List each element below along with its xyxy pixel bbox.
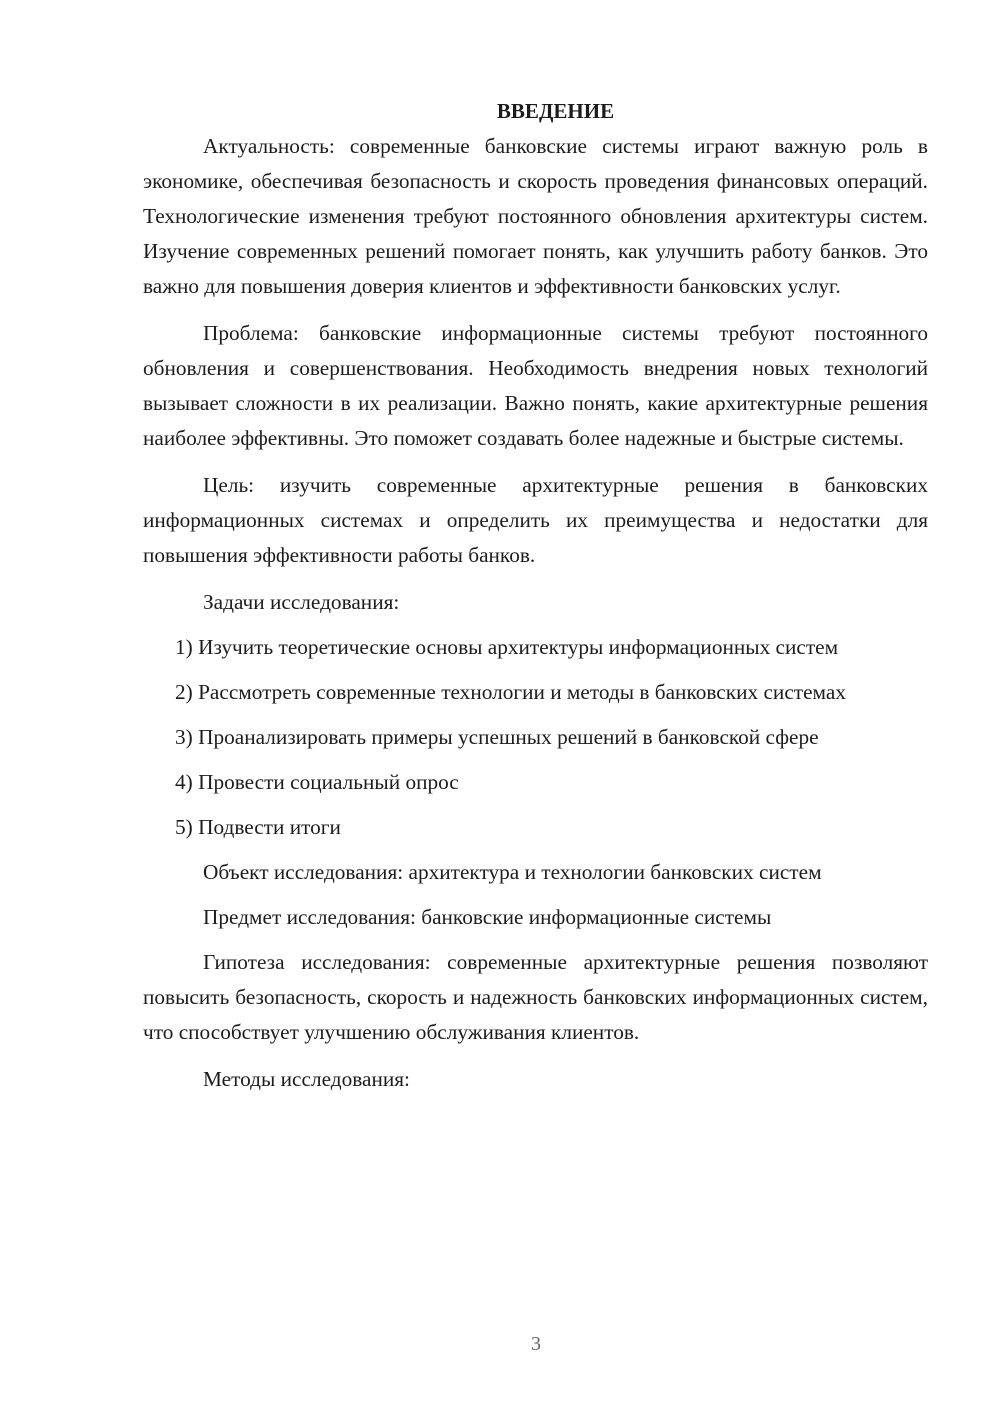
document-body xyxy=(143,94,928,1107)
list-item: 3) Проанализировать примеры успешных решений в банковской сфере xyxy=(175,725,819,749)
relevance-paragraph: Актуальность: современные банковские системы играют важную роль в экономике, обеспечивая безопасность и скорость проведения финансовых операций. Технологические изменения требуют постоянного обновления архитектуры систем. Изучение современных решений помогает понять, как улучшить работу банков. Это важно для повышения доверия клиентов и эффективности банковских услуг. xyxy=(143,134,928,298)
list-item: 5) Подвести итоги xyxy=(175,815,341,839)
goal-paragraph: Цель: изучить современные архитектурные решения в банковских информационных системах и определить их преимущества и недостатки для повышения эффективности работы банков. xyxy=(143,473,928,567)
page-title: ВВЕДЕНИЕ xyxy=(496,99,615,123)
page-number: 3 xyxy=(531,1333,541,1355)
methods-heading: Методы исследования: xyxy=(203,1067,410,1091)
tasks-list xyxy=(143,630,928,845)
research-subject: Предмет исследования: банковские информационные системы xyxy=(203,905,772,929)
tasks-heading: Задачи исследования: xyxy=(203,590,400,614)
list-item: 4) Провести социальный опрос xyxy=(175,770,459,794)
list-item: 1) Изучить теоретические основы архитектуры информационных систем xyxy=(175,635,839,659)
list-item: 2) Рассмотреть современные технологии и методы в банковских системах xyxy=(175,680,846,704)
research-object: Объект исследования: архитектура и технологии банковских систем xyxy=(203,860,822,884)
problem-paragraph: Проблема: банковские информационные системы требуют постоянного обновления и совершенствования. Необходимость внедрения новых технологий вызывает сложности в их реализации. Важно понять, какие архитектурные решения наиболее эффективны. Это поможет создавать более надежные и быстрые системы. xyxy=(143,321,928,450)
hypothesis-paragraph: Гипотеза исследования: современные архитектурные решения позволяют повысить безопасность, скорость и надежность банковских информационных систем, что способствует улучшению обслуживания клиентов. xyxy=(143,950,928,1044)
